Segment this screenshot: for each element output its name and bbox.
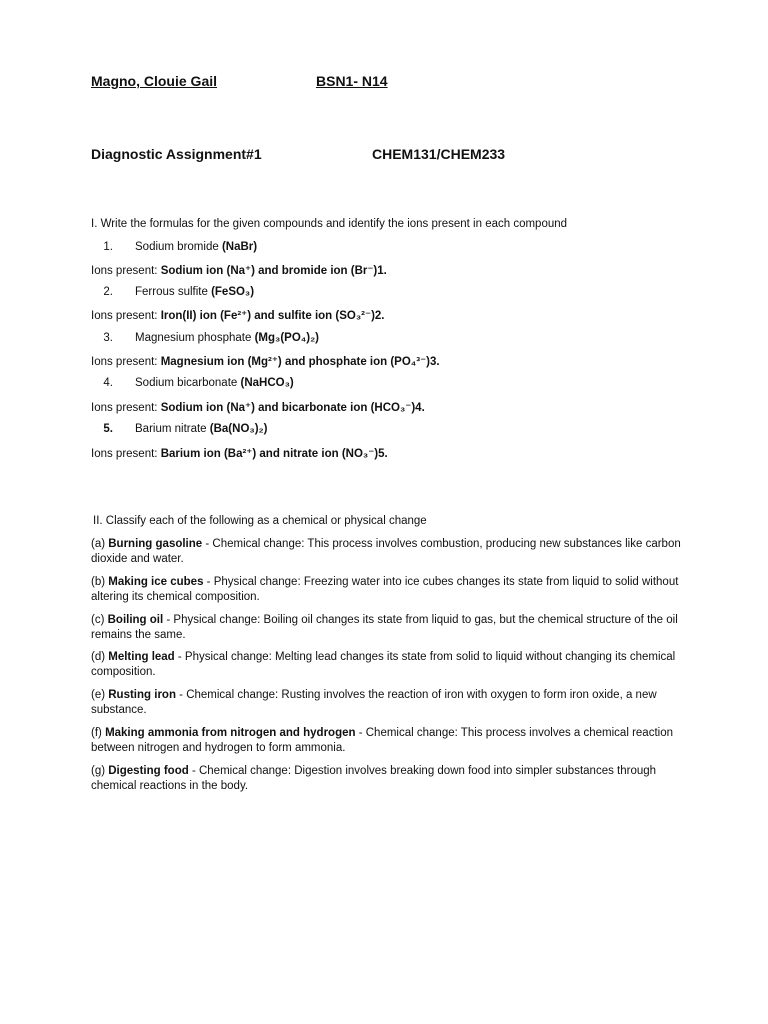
assignment-title: Diagnostic Assignment#1 — [91, 146, 262, 162]
ions-line — [91, 308, 385, 322]
item-term: Rusting iron — [108, 689, 176, 701]
item-prefix: (c) — [91, 614, 108, 626]
compound-name: Sodium bicarbonate — [135, 377, 241, 389]
item-number: 4. — [103, 377, 113, 389]
ions-present: Sodium ion (Na⁺) and bromide ion (Br⁻)1. — [160, 265, 387, 277]
item-explanation: - Chemical change: This process involves a chemical reaction between nitrogen and hydrogen to form ammonia. — [91, 727, 673, 754]
compound-item — [91, 377, 294, 389]
item-prefix: (e) — [91, 689, 109, 701]
compound-item — [91, 241, 257, 253]
ions-label: Ions present: — [91, 265, 161, 277]
ions-line — [91, 354, 440, 368]
item-number: 2. — [103, 286, 113, 298]
ions-present: Barium ion (Ba²⁺) and nitrate ion (NO₃⁻)5. — [160, 448, 388, 460]
ions-label: Ions present: — [91, 448, 161, 460]
item-term: Melting lead — [108, 651, 175, 663]
item-explanation: - Physical change: Boiling oil changes its state from liquid to gas, but the chemical structure of the oil remains the same. — [91, 614, 678, 641]
compound-name: Barium nitrate — [135, 423, 210, 435]
item-number: 5. — [103, 423, 113, 435]
compound-name: Sodium bromide — [135, 241, 222, 253]
ions-label: Ions present: — [91, 356, 161, 368]
classification-item — [91, 726, 691, 756]
course-code: CHEM131/CHEM233 — [372, 146, 506, 162]
classification-item — [91, 613, 691, 643]
classification-item — [91, 688, 691, 718]
item-prefix: (g) — [91, 765, 109, 777]
item-prefix: (a) — [91, 538, 109, 550]
compound-name: Ferrous sulfite — [135, 286, 212, 298]
item-explanation: - Physical change: Melting lead changes its state from solid to liquid without changing its chemical composition. — [91, 651, 676, 678]
part1-instruction: I. Write the formulas for the given compounds and identify the ions present in each compound — [91, 218, 568, 230]
ions-present: Iron(II) ion (Fe²⁺) and sulfite ion (SO₃²⁻)2. — [160, 310, 385, 322]
item-explanation: - Chemical change: Digestion involves breaking down food into simpler substances through chemical reactions in the body. — [91, 765, 657, 792]
item-explanation: - Physical change: Freezing water into ice cubes changes its state from liquid to solid without altering its chemical composition. — [91, 576, 679, 603]
item-term: Making ammonia from nitrogen and hydrogen — [105, 727, 356, 739]
compound-item — [91, 286, 254, 298]
ions-line — [91, 446, 388, 460]
classification-item — [91, 650, 691, 680]
item-number: 3. — [103, 332, 113, 344]
item-term: Making ice cubes — [108, 576, 204, 588]
section-code: BSN1- N14 — [316, 73, 388, 89]
compound-name: Magnesium phosphate — [135, 332, 255, 344]
item-prefix: (f) — [91, 727, 106, 739]
ions-label: Ions present: — [91, 310, 161, 322]
ions-line — [91, 400, 425, 414]
item-term: Boiling oil — [107, 614, 164, 626]
item-explanation: - Chemical change: This process involves combustion, producing new substances like carbon dioxide and water. — [91, 538, 681, 565]
classification-item — [91, 575, 691, 605]
item-term: Burning gasoline — [108, 538, 203, 550]
part2-instruction: II. Classify each of the following as a chemical or physical change — [93, 515, 427, 527]
compound-formula: (NaHCO₃) — [240, 377, 294, 389]
item-prefix: (b) — [91, 576, 109, 588]
compound-formula: (Ba(NO₃)₂) — [209, 423, 268, 435]
ions-line — [91, 263, 387, 277]
ions-label: Ions present: — [91, 402, 161, 414]
classification-item — [91, 764, 691, 794]
compound-formula: (FeSO₃) — [211, 286, 255, 298]
compound-item — [91, 332, 319, 344]
ions-present: Sodium ion (Na⁺) and bicarbonate ion (HCO₃⁻)4. — [160, 402, 425, 414]
ions-present: Magnesium ion (Mg²⁺) and phosphate ion (PO₄³⁻)3. — [160, 356, 440, 368]
compound-formula: (Mg₃(PO₄)₂) — [254, 332, 320, 344]
classification-item — [91, 537, 691, 567]
item-prefix: (d) — [91, 651, 109, 663]
item-term: Digesting food — [108, 765, 189, 777]
student-name: Magno, Clouie Gail — [91, 73, 218, 89]
compound-formula: (NaBr) — [221, 241, 258, 253]
item-number: 1. — [103, 241, 113, 253]
compound-item — [91, 423, 267, 435]
item-explanation: - Chemical change: Rusting involves the reaction of iron with oxygen to form iron oxide, a new substance. — [91, 689, 657, 716]
